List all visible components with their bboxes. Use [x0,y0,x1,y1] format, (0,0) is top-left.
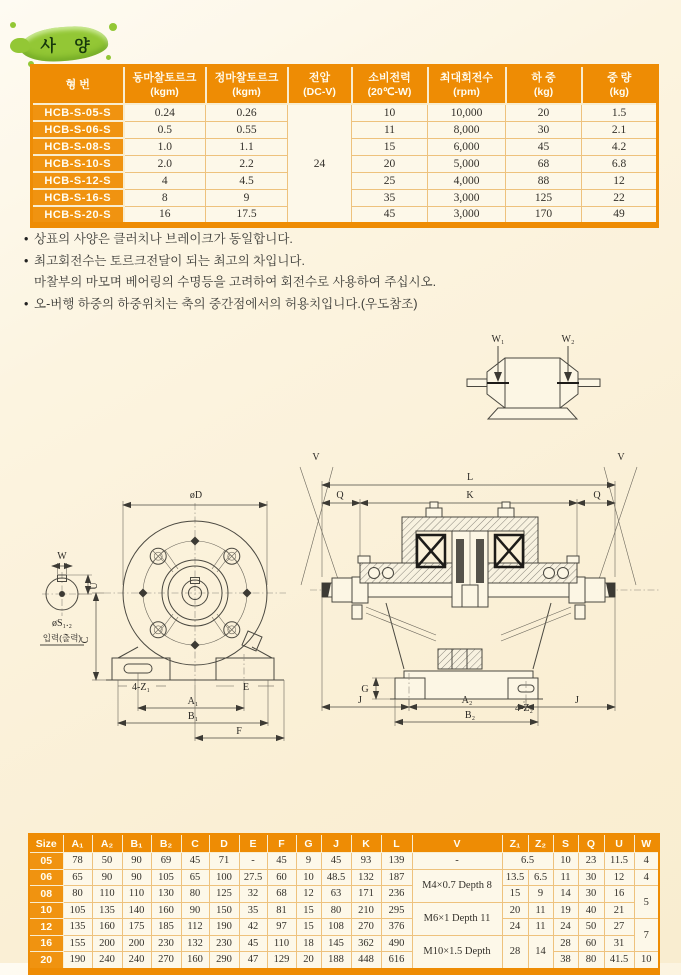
value-cell: M4×0.7 Depth 8 [412,869,502,902]
table-row [29,853,659,870]
value-cell: 11 [528,902,553,919]
value-cell: 11.5 [604,853,634,870]
dim-column-header: V [412,834,502,853]
value-cell: 50 [578,919,604,936]
value-cell: 135 [63,919,92,936]
value-cell: 188 [321,952,351,972]
dim-label-l: L [466,472,474,483]
value-cell: 35 [239,902,267,919]
dim-header-row [29,834,659,853]
value-cell: 10 [296,869,321,886]
value-cell: 11 [553,869,578,886]
value-cell: 200 [92,935,122,952]
dim-label-w: W [57,551,67,562]
value-cell: 175 [122,919,151,936]
value-cell: 15 [352,138,428,155]
dim-label-j-right: J [575,695,579,706]
dim-label-b2: B₂ [464,710,476,721]
note-line [24,272,504,294]
motor-silhouette [467,358,600,419]
value-cell: 30 [506,121,582,138]
value-cell: 2.0 [124,155,206,172]
value-cell: 30 [578,886,604,903]
value-cell: 295 [381,902,412,919]
value-cell: 31 [604,935,634,952]
input-output-label: 입력(출력) [42,633,82,643]
note-bullet [24,272,34,294]
badge-dot [109,23,117,31]
value-cell: 9 [296,853,321,870]
value-cell: 6,000 [428,138,506,155]
value-cell: 6.5 [502,853,553,870]
value-cell: 20 [506,104,582,121]
value-cell: 6.5 [528,869,553,886]
row-key-cell: HCB-S-05-S [32,104,124,121]
value-cell: 15 [296,919,321,936]
dim-label-a2: A₂ [461,695,473,706]
value-cell: M10×1.5 Depth [412,935,502,971]
value-cell: 20 [296,952,321,972]
value-cell: 12 [296,886,321,903]
dimension-table [28,833,660,975]
overhang-load-diagram [465,330,645,430]
value-cell: 18 [296,935,321,952]
value-cell: 112 [181,919,209,936]
notes-list [24,229,504,315]
value-cell: 4,000 [428,172,506,189]
dim-label-u: U [89,582,100,590]
note-text: 마찰부의 마모며 베어링의 수명등을 고려하여 회전수로 사용하여 주십시오. [34,275,437,289]
value-cell: 80 [181,886,209,903]
value-cell: 23 [578,853,604,870]
dim-column-header: F [267,834,296,853]
value-cell: 240 [122,952,151,972]
note-line [24,229,504,251]
dim-column-header: L [381,834,412,853]
value-cell: 69 [151,853,181,870]
row-key-cell: 05 [29,853,63,870]
value-cell: 4.2 [582,138,658,155]
value-cell: 14 [553,886,578,903]
value-cell: 24 [502,919,528,936]
row-key-cell: 20 [29,952,63,972]
value-cell: 48.5 [321,869,351,886]
table-row [32,104,658,121]
value-cell: 80 [321,902,351,919]
shaft-detail [40,551,100,645]
value-cell: 19 [553,902,578,919]
value-cell: 90 [92,869,122,886]
dim-label-q-right: Q [593,490,601,501]
value-cell: 230 [151,935,181,952]
dim-column-header: Size [29,834,63,853]
value-cell: 78 [63,853,92,870]
value-cell: 4 [124,172,206,189]
value-cell: 21 [604,902,634,919]
row-key-cell: HCB-S-12-S [32,172,124,189]
value-cell: 20 [352,155,428,172]
value-cell: 187 [381,869,412,886]
dim-column-header: G [296,834,321,853]
value-cell: 185 [151,919,181,936]
value-cell: 47 [239,952,267,972]
table-row [29,952,659,972]
row-key-cell: HCB-S-16-S [32,189,124,206]
value-cell: 160 [151,902,181,919]
dim-column-header: Z₁ [502,834,528,853]
spec-column-header: 중 량 (kg) [582,66,658,105]
dim-column-header: D [209,834,239,853]
dim-column-header: Q [578,834,604,853]
value-cell: 105 [151,869,181,886]
value-cell: 65 [181,869,209,886]
value-cell: 63 [321,886,351,903]
value-cell: 132 [351,869,381,886]
value-cell: 362 [351,935,381,952]
value-cell: 17.5 [206,206,288,225]
value-cell: 8,000 [428,121,506,138]
value-cell: 230 [209,935,239,952]
badge-dot [10,22,16,28]
value-cell: 139 [381,853,412,870]
value-cell: 2.2 [206,155,288,172]
value-cell: 90 [122,869,151,886]
value-cell: 10,000 [428,104,506,121]
value-cell: 490 [381,935,412,952]
dim-column-header: A₂ [92,834,122,853]
value-cell: 9 [206,189,288,206]
value-cell: 80 [63,886,92,903]
note-line [24,294,504,316]
value-cell: 45 [267,853,296,870]
dim-column-header: K [351,834,381,853]
value-cell: 108 [321,919,351,936]
value-cell: 10 [634,952,659,972]
value-cell: 81 [267,902,296,919]
table-row [29,935,659,952]
value-cell: 41.5 [604,952,634,972]
dim-label-k: K [466,490,474,501]
value-cell: 4 [634,853,659,870]
dim-label-z1: 4-Z₁ [132,682,150,693]
dim-label-d: øD [189,490,203,501]
dim-label-shaft-dia: øS₁.₂ [51,618,73,629]
value-cell: 20 [502,902,528,919]
value-cell: 5,000 [428,155,506,172]
value-cell: 49 [582,206,658,225]
spec-table [30,64,659,228]
row-key-cell: 12 [29,919,63,936]
dim-label-z2: 4-Z₂ [515,703,533,714]
value-cell: 3,000 [428,206,506,225]
value-cell: 100 [209,869,239,886]
value-cell: - [239,853,267,870]
value-cell: 155 [63,935,92,952]
value-cell: 7 [634,919,659,952]
table-row [29,902,659,919]
value-cell: 12 [582,172,658,189]
value-cell: 27 [604,919,634,936]
spec-column-header: 최대회전수 (rpm) [428,66,506,105]
spec-column-header: 형 번 [32,66,124,105]
value-cell: 28 [553,935,578,952]
value-cell: 160 [181,952,209,972]
value-cell: 45 [506,138,582,155]
value-cell: 290 [209,952,239,972]
value-cell: 68 [506,155,582,172]
value-cell: 40 [578,902,604,919]
spec-header-row [32,66,658,105]
side-view-drawing [300,452,660,726]
value-cell: 12 [604,869,634,886]
value-cell: 210 [351,902,381,919]
value-cell: 448 [351,952,381,972]
dim-column-header: B₁ [122,834,151,853]
value-cell: 27.5 [239,869,267,886]
value-cell: - [412,853,502,870]
value-cell: 45 [181,853,209,870]
note-text: 최고회전수는 토르크전달이 되는 최고의 차입니다. [34,253,305,268]
dim-label-q-left: Q [336,490,344,501]
value-cell: 140 [122,902,151,919]
note-line [24,251,504,273]
value-cell: 45 [239,935,267,952]
row-key-cell: HCB-S-08-S [32,138,124,155]
value-cell: 24 [288,104,352,225]
dim-column-header: E [239,834,267,853]
value-cell: 5 [634,886,659,919]
value-cell: 132 [181,935,209,952]
value-cell: 25 [352,172,428,189]
value-cell: 30 [578,869,604,886]
value-cell: 42 [239,919,267,936]
value-cell: 3,000 [428,189,506,206]
w2-load-label: W₂ [561,334,575,345]
value-cell: 10 [553,853,578,870]
row-key-cell: HCB-S-06-S [32,121,124,138]
value-cell: 16 [604,886,634,903]
value-cell: 171 [351,886,381,903]
row-key-cell: 10 [29,902,63,919]
value-cell: 110 [92,886,122,903]
dim-column-header: C [181,834,209,853]
value-cell: 150 [209,902,239,919]
value-cell: 125 [506,189,582,206]
value-cell: 0.26 [206,104,288,121]
value-cell: 616 [381,952,412,972]
value-cell: 15 [502,886,528,903]
value-cell: 4 [634,869,659,886]
value-cell: 28 [502,935,528,971]
row-key-cell: 08 [29,886,63,903]
value-cell: 71 [209,853,239,870]
value-cell: 200 [122,935,151,952]
front-view-drawing [40,490,286,741]
value-cell: 11 [528,919,553,936]
value-cell: 145 [321,935,351,952]
value-cell: 110 [267,935,296,952]
dim-label-c: C [80,636,91,644]
value-cell: 60 [578,935,604,952]
dim-label-a1: A₁ [187,696,199,707]
value-cell: 15 [296,902,321,919]
row-key-cell: HCB-S-10-S [32,155,124,172]
page-title: 사 양 [40,38,97,55]
value-cell: 170 [506,206,582,225]
table-row [29,869,659,886]
value-cell: 68 [267,886,296,903]
value-cell: 38 [553,952,578,972]
value-cell: 2.1 [582,121,658,138]
value-cell: 22 [582,189,658,206]
value-cell: 10 [352,104,428,121]
value-cell: 35 [352,189,428,206]
row-key-cell: HCB-S-20-S [32,206,124,225]
dim-column-header: U [604,834,634,853]
dim-label-j-left: J [358,695,362,706]
value-cell: 45 [321,853,351,870]
value-cell: 4.5 [206,172,288,189]
value-cell: 240 [92,952,122,972]
value-cell: 129 [267,952,296,972]
dim-column-header: W [634,834,659,853]
value-cell: 8 [124,189,206,206]
dim-label-v-left: V [312,452,320,463]
dimension-drawings [0,445,681,757]
value-cell: 1.0 [124,138,206,155]
dim-label-f: F [236,726,242,737]
row-key-cell: 06 [29,869,63,886]
value-cell: 65 [63,869,92,886]
note-text: 오-버행 하중의 하중위치는 축의 중간점에서의 허용치입니다.(우도참조) [34,296,418,311]
value-cell: 105 [63,902,92,919]
table-row [29,919,659,936]
spec-column-header: 동마찰토르크 (kgm) [124,66,206,105]
w1-load-label: W₁ [491,334,505,345]
dim-column-header: Z₂ [528,834,553,853]
spec-column-header: 정마찰토르크 (kgm) [206,66,288,105]
value-cell: 93 [351,853,381,870]
value-cell: 50 [92,853,122,870]
value-cell: 1.5 [582,104,658,121]
value-cell: 1.1 [206,138,288,155]
dim-column-header: J [321,834,351,853]
note-bullet: • [24,253,29,268]
value-cell: 9 [528,886,553,903]
section-badge [8,20,120,68]
value-cell: 24 [553,919,578,936]
value-cell: 16 [124,206,206,225]
dim-label-g: G [361,684,369,695]
note-text: 상표의 사양은 클러치나 브레이크가 동일합니다. [34,232,293,246]
value-cell: 45 [352,206,428,225]
value-cell: 236 [381,886,412,903]
value-cell: 125 [209,886,239,903]
value-cell: 190 [63,952,92,972]
value-cell: 110 [122,886,151,903]
value-cell: 190 [209,919,239,936]
dim-column-header: A₁ [63,834,92,853]
value-cell: 135 [92,902,122,919]
value-cell: 97 [267,919,296,936]
value-cell: 80 [578,952,604,972]
spec-column-header: 하 중 (kg) [506,66,582,105]
value-cell: 0.5 [124,121,206,138]
value-cell: 90 [122,853,151,870]
dim-label-e: E [242,682,250,693]
value-cell: 88 [506,172,582,189]
dim-column-header: S [553,834,578,853]
value-cell: 270 [151,952,181,972]
value-cell: 11 [352,121,428,138]
value-cell: 0.24 [124,104,206,121]
value-cell: 160 [92,919,122,936]
value-cell: 13.5 [502,869,528,886]
value-cell: M6×1 Depth 11 [412,902,502,935]
spec-column-header: 소비전력 (20℃-W) [352,66,428,105]
table-row [29,886,659,903]
spec-column-header: 전압 (DC-V) [288,66,352,105]
value-cell: 0.55 [206,121,288,138]
row-key-cell: 16 [29,935,63,952]
value-cell: 90 [181,902,209,919]
note-bullet: • [24,296,29,311]
value-cell: 60 [267,869,296,886]
value-cell: 376 [381,919,412,936]
value-cell: 270 [351,919,381,936]
dim-label-b1: B₁ [187,711,199,722]
value-cell: 6.8 [582,155,658,172]
value-cell: 130 [151,886,181,903]
value-cell: 14 [528,935,553,971]
dim-label-v-right: V [617,452,625,463]
value-cell: 32 [239,886,267,903]
note-bullet: • [24,232,29,246]
dim-column-header: B₂ [151,834,181,853]
